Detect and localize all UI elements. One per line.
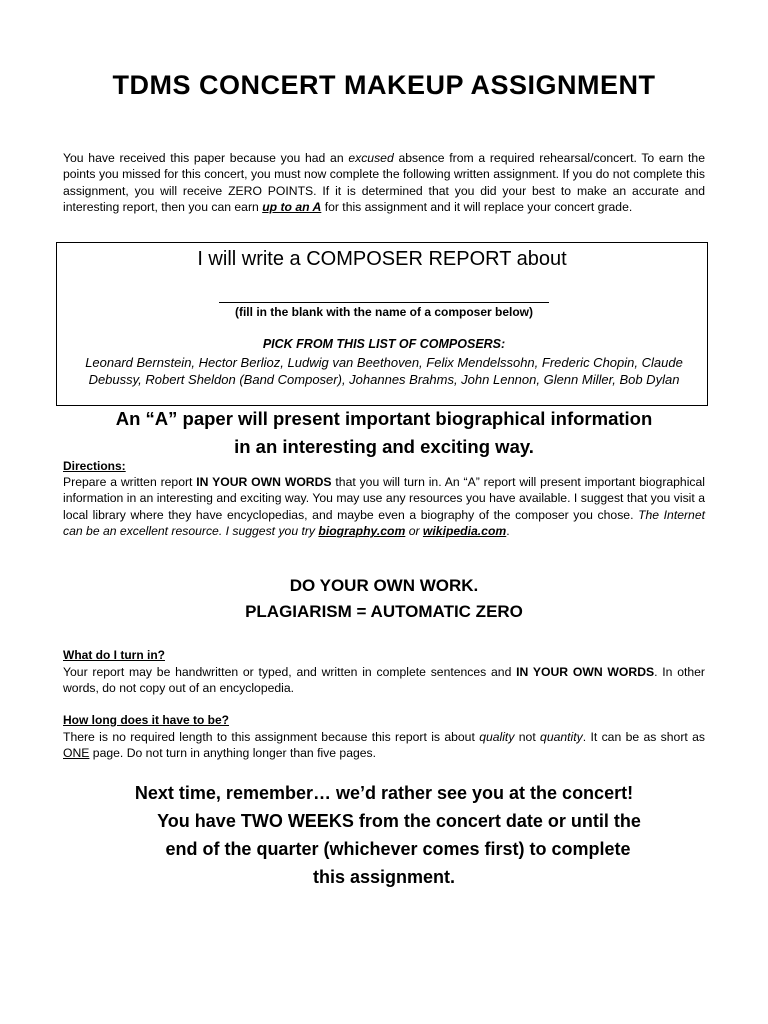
intro-up-to-an-a: up to an A: [262, 200, 322, 215]
closing-line-1: Next time, remember… we’d rather see you at the concert!: [134, 783, 634, 803]
intro-excused: excused: [348, 151, 394, 165]
length-paragraph: [63, 729, 705, 762]
intro-text-2: absence from a required rehearsal/concert. To earn the points you missed for this concert, you must now complete the following written assignment. If you do not complete this assignment, you will receive ZERO POINTS. If it is determined that you did your best to make an accurate and interesting report, then you can earn: [63, 151, 705, 215]
turn-in-paragraph: [63, 664, 705, 697]
directions-internet-text: The Internet can be an excellent resource. I suggest you try: [63, 507, 705, 539]
closing-line-2: You have TWO WEEKS from the concert date or until the: [157, 811, 641, 831]
directions-own-words: IN YOUR OWN WORDS: [196, 475, 332, 489]
a-paper-statement: [0, 405, 768, 461]
directions-paragraph: [63, 474, 705, 540]
own-work-line-2: PLAGIARISM = AUTOMATIC ZERO: [245, 602, 523, 621]
page-title: TDMS CONCERT MAKEUP ASSIGNMENT: [112, 70, 656, 100]
length-text-1: There is no required length to this assignment because this report is about: [63, 730, 480, 744]
directions-end: .: [506, 524, 510, 539]
intro-text-3: for this assignment and it will replace your concert grade.: [321, 200, 633, 215]
closing-statement: [0, 779, 768, 891]
intro-paragraph: [63, 150, 705, 216]
length-text-2: . It can be as short as: [582, 730, 705, 744]
composer-name-blank: [219, 302, 549, 303]
turn-in-text-2: . In other words, do not copy out of an encyclopedia.: [63, 665, 705, 696]
a-paper-line-1: An “A” paper will present important biographical information: [115, 408, 653, 429]
box-title: I will write a COMPOSER REPORT about: [197, 248, 567, 270]
own-work-line-1: DO YOUR OWN WORK.: [289, 576, 479, 595]
directions-text-2: that you will turn in. An “A” report will present important biographical information in an interesting and exciting way. You may use any resources you have available. I suggest that you visit a local library where they have encyclopedias, and maybe even a biography of the composer you chose.: [63, 475, 705, 522]
closing-line-4: this assignment.: [312, 867, 456, 887]
composer-list: Leonard Bernstein, Hector Berlioz, Ludwig van Beethoven, Felix Mendelssohn, Frederic Chopin, Claude Debussy, Robert Sheldon (Band Composer), Johannes Brahms, John Lennon, Glenn Miller, Bob Dylan: [85, 355, 683, 387]
a-paper-line-2: in an interesting and exciting way.: [234, 436, 534, 457]
length-heading: How long does it have to be?: [63, 713, 230, 727]
turn-in-text-1: Your report may be handwritten or typed, and written in complete sentences and: [63, 665, 517, 679]
directions-text-1: Prepare a written report: [63, 475, 197, 489]
length-not: not: [514, 730, 541, 744]
length-one: ONE: [63, 746, 90, 761]
length-quality: quality: [479, 730, 515, 744]
biography-link[interactable]: biography.com: [318, 524, 406, 539]
closing-line-3: end of the quarter (whichever comes first) to complete: [165, 839, 631, 859]
intro-text-1: You have received this paper because you had an: [63, 151, 349, 165]
composer-list-heading: PICK FROM THIS LIST OF COMPOSERS:: [262, 337, 506, 351]
directions-heading: Directions:: [63, 459, 126, 473]
length-quantity: quantity: [540, 730, 583, 744]
length-text-3: page. Do not turn in anything longer than five pages.: [89, 746, 377, 761]
own-work-warning: [0, 573, 768, 625]
box-hint: (fill in the blank with the name of a composer below): [234, 305, 534, 319]
directions-or: or: [405, 524, 423, 539]
turn-in-own-words: IN YOUR OWN WORDS: [516, 665, 655, 679]
turn-in-heading: What do I turn in?: [63, 648, 165, 662]
wikipedia-link[interactable]: wikipedia.com: [422, 524, 507, 539]
